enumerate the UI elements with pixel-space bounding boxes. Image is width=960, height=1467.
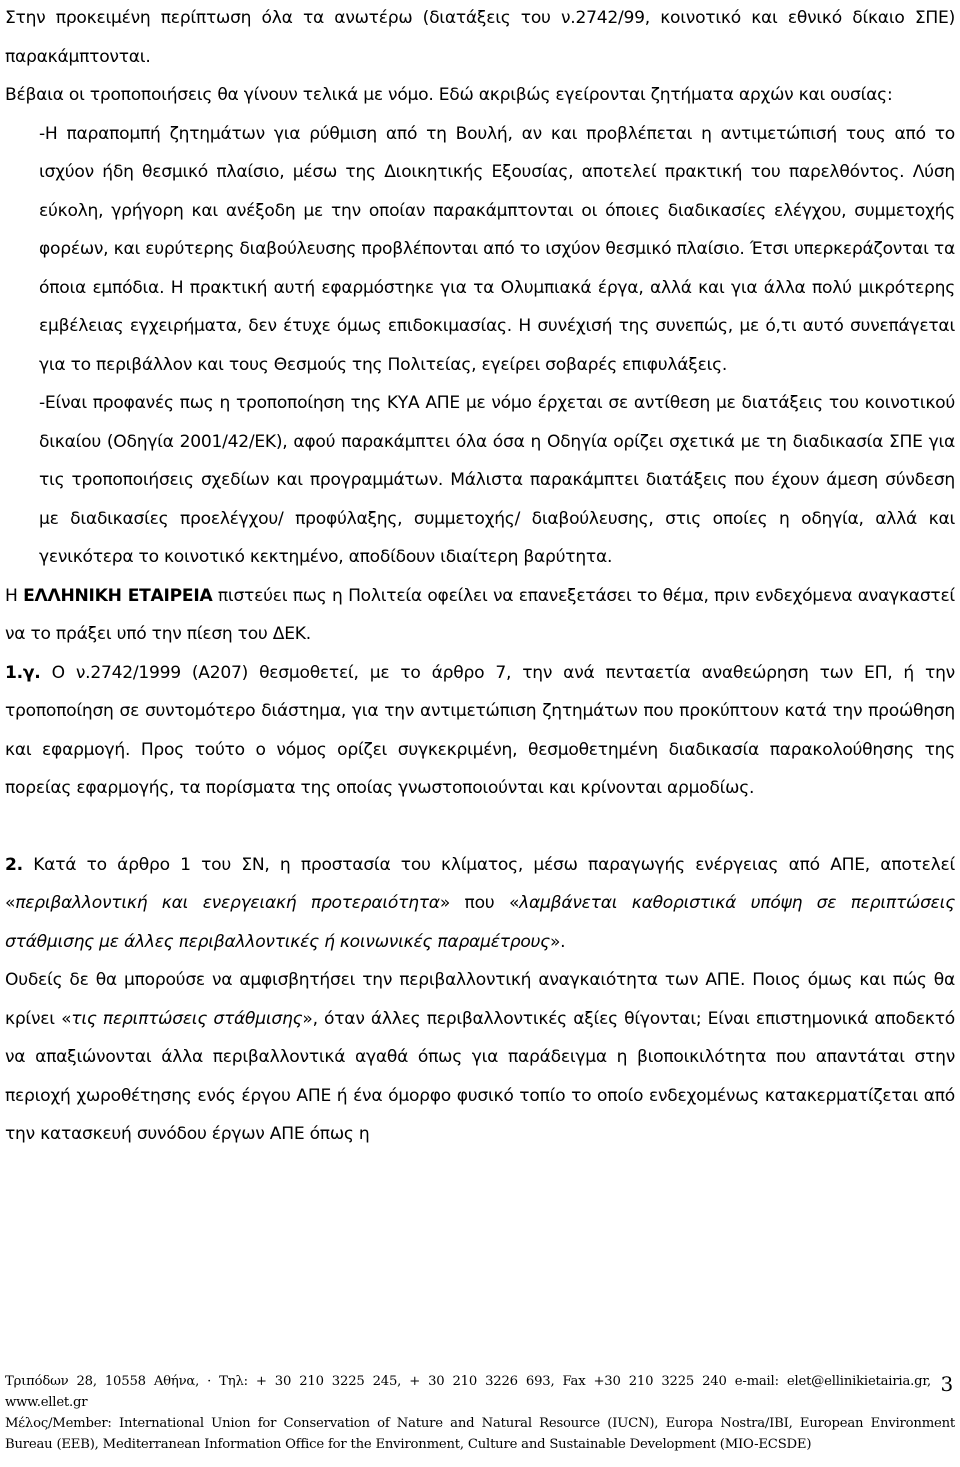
- document-body: [5, 0, 955, 1154]
- paragraph-2: Βέβαια οι τροποποιήσεις θα γίνουν τελικά με νόμο. Εδώ ακριβώς εγείρονται ζητήματα αρχών και ουσίας:: [5, 85, 893, 105]
- section-label-2: 2.: [5, 854, 23, 875]
- organization-name: ΕΛΛΗΝΙΚΗ ΕΤΑΙΡΕΙΑ: [23, 585, 213, 606]
- paragraph-8: [5, 961, 955, 1154]
- paragraph-8-text-2: », όταν άλλες περιβαλλοντικές αξίες θίγονται; Είναι επιστημονικά αποδεκτό να απαξιώνονται άλλα περιβαλλοντικά αγαθά όπως για παράδειγμα η βιοποικιλότητα που απαντάται στην περιοχή χωροθέτησης ενός έργου ΑΠΕ ή ένα όμορφο φυσικό τοπίο το οποίο ενδεχομένως κατακερματίζεται από την κατασκευή συνόδου έργων ΑΠΕ όπως η: [5, 1008, 955, 1144]
- paragraph-3: -Η παραπομπή ζητημάτων για ρύθμιση από τη Βουλή, αν και προβλέπεται η αντιμετώπισή τους από το ισχύον ήδη θεσμικό πλαίσιο, μέσω της Διοικητικής Εξουσίας, αποτελεί πρακτική του παρελθόντος. Λύση εύκολη, γρήγορη και ανέξοδη με την οποίαν παρακάμπτονται οι όποιες διαδικασίες ελέγχου, συμμετοχής φορέων, και ευρύτερης διαβούλευσης προβλέπονται από το ισχύον θεσμικό πλαίσιο. Έτσι υπερκεράζονται τα όποια εμπόδια. Η πρακτική αυτή εφαρμόστηκε για τα Ολυμπιακά έργα, αλλά και για άλλα πολύ μικρότερης εμβέλειας εγχειρήματα, δεν έτυχε όμως επιδοκιμασίας. Η συνέχισή της συνεπώς, με ό,τι αυτό συνεπάγεται για το περιβάλλον και τους Θεσμούς της Πολιτείας, εγείρει σοβαρές επιφυλάξεις.: [39, 123, 955, 375]
- footer-membership: Μέλος/Member: International Union for Conservation of Nature and Natural Resource (IUCN), Europa Nostra/IBI, European Environment Bureau (EEB), Mediterranean Information Office for the Environment, Culture and Sustainable Development (MIO-ECSDE): [5, 1416, 955, 1452]
- footer-address: Τριπόδων 28, 10558 Αθήνα, · Τηλ: + 30 210 3225 245, + 30 210 3226 693, Fax +30 210 3225 240 e-mail: elet@ellinikietairia.gr,: [5, 1374, 931, 1389]
- paragraph-6-text: Ο ν.2742/1999 (Α207) θεσμοθετεί, με το άρθρο 7, την ανά πενταετία αναθεώρηση των ΕΠ, ή την τροποποίηση σε συντομότερο διάστημα, για την αντιμετώπιση ζητημάτων που προκύπτουν κατά την προώθηση και εφαρμογή. Προς τούτο ο νόμος ορίζει συγκεκριμένη, θεσμοθετημένη διαδικασία παρακολούθησης της πορείας εφαρμογής, τα πορίσματα της οποίας γνωστοποιούνται και κρίνονται αρμοδίως.: [5, 662, 955, 798]
- section-label-1g: 1.γ.: [5, 662, 41, 683]
- footer-website[interactable]: www.ellet.gr: [5, 1395, 88, 1410]
- paragraph-gap: [5, 808, 955, 846]
- paragraph-7-quote-1: περιβαλλοντική και ενεργειακή προτεραιότητα: [15, 893, 440, 913]
- paragraph-7-text-1: Κατά το άρθρο 1 του ΣΝ, η προστασία του κλίματος, μέσω παραγωγής ενέργειας από ΑΠΕ, αποτελεί «: [5, 854, 955, 913]
- paragraph-7-text-3: ».: [549, 931, 566, 952]
- page-number: 3: [940, 1372, 953, 1396]
- paragraph-8-quote: τις περιπτώσεις στάθμισης: [71, 1008, 303, 1029]
- page-footer: [5, 1371, 955, 1455]
- paragraph-8-text-1: Ουδείς δε θα μπορούσε να αμφισβητήσει την περιβαλλοντική αναγκαιότητα των ΑΠΕ. Ποιος όμως και πώς θα κρίνει «: [5, 970, 955, 1029]
- paragraph-4: -Είναι προφανές πως η τροποποίηση της ΚΥΑ ΑΠΕ με νόμο έρχεται σε αντίθεση με διατάξεις του κοινοτικού δικαίου (Οδηγία 2001/42/ΕΚ), αφού παρακάμπτει όλα όσα η Οδηγία ορίζει σχετικά με τη διαδικασία ΣΠΕ για τις τροποποιήσεις σχεδίων και προγραμμάτων. Μάλιστα παρακάμπτει διατάξεις που έχουν άμεση σύνδεση με διαδικασίες προελέγχου/ προφύλαξης, συμμετοχής/ διαβούλευσης, στις οποίες η οδηγία, αλλά και γενικότερα το κοινοτικό κεκτημένο, αποδίδουν ιδιαίτερη βαρύτητα.: [39, 393, 955, 567]
- paragraph-5-prefix: Η: [5, 585, 24, 606]
- paragraph-7: [5, 846, 955, 962]
- paragraph-5-text: πιστεύει πως η Πολιτεία οφείλει να επανεξετάσει το θέμα, πριν ενδεχόμενα αναγκαστεί να το πράξει υπό την πίεση του ΔΕΚ.: [5, 585, 955, 644]
- paragraph-7-quote-2: λαμβάνεται καθοριστικά υπόψη σε περιπτώσεις στάθμισης με άλλες περιβαλλοντικές ή κοινωνικές παραμέτρους: [5, 893, 955, 952]
- paragraph-7-text-2: » που «: [439, 893, 520, 913]
- paragraph-6: [5, 654, 955, 808]
- footer-address-line: [5, 1371, 955, 1396]
- paragraph-5: [5, 577, 955, 654]
- paragraph-1: Στην προκειμένη περίπτωση όλα τα ανωτέρω (διατάξεις του ν.2742/99, κοινοτικό και εθνικό δίκαιο ΣΠΕ) παρακάμπτονται.: [5, 8, 955, 67]
